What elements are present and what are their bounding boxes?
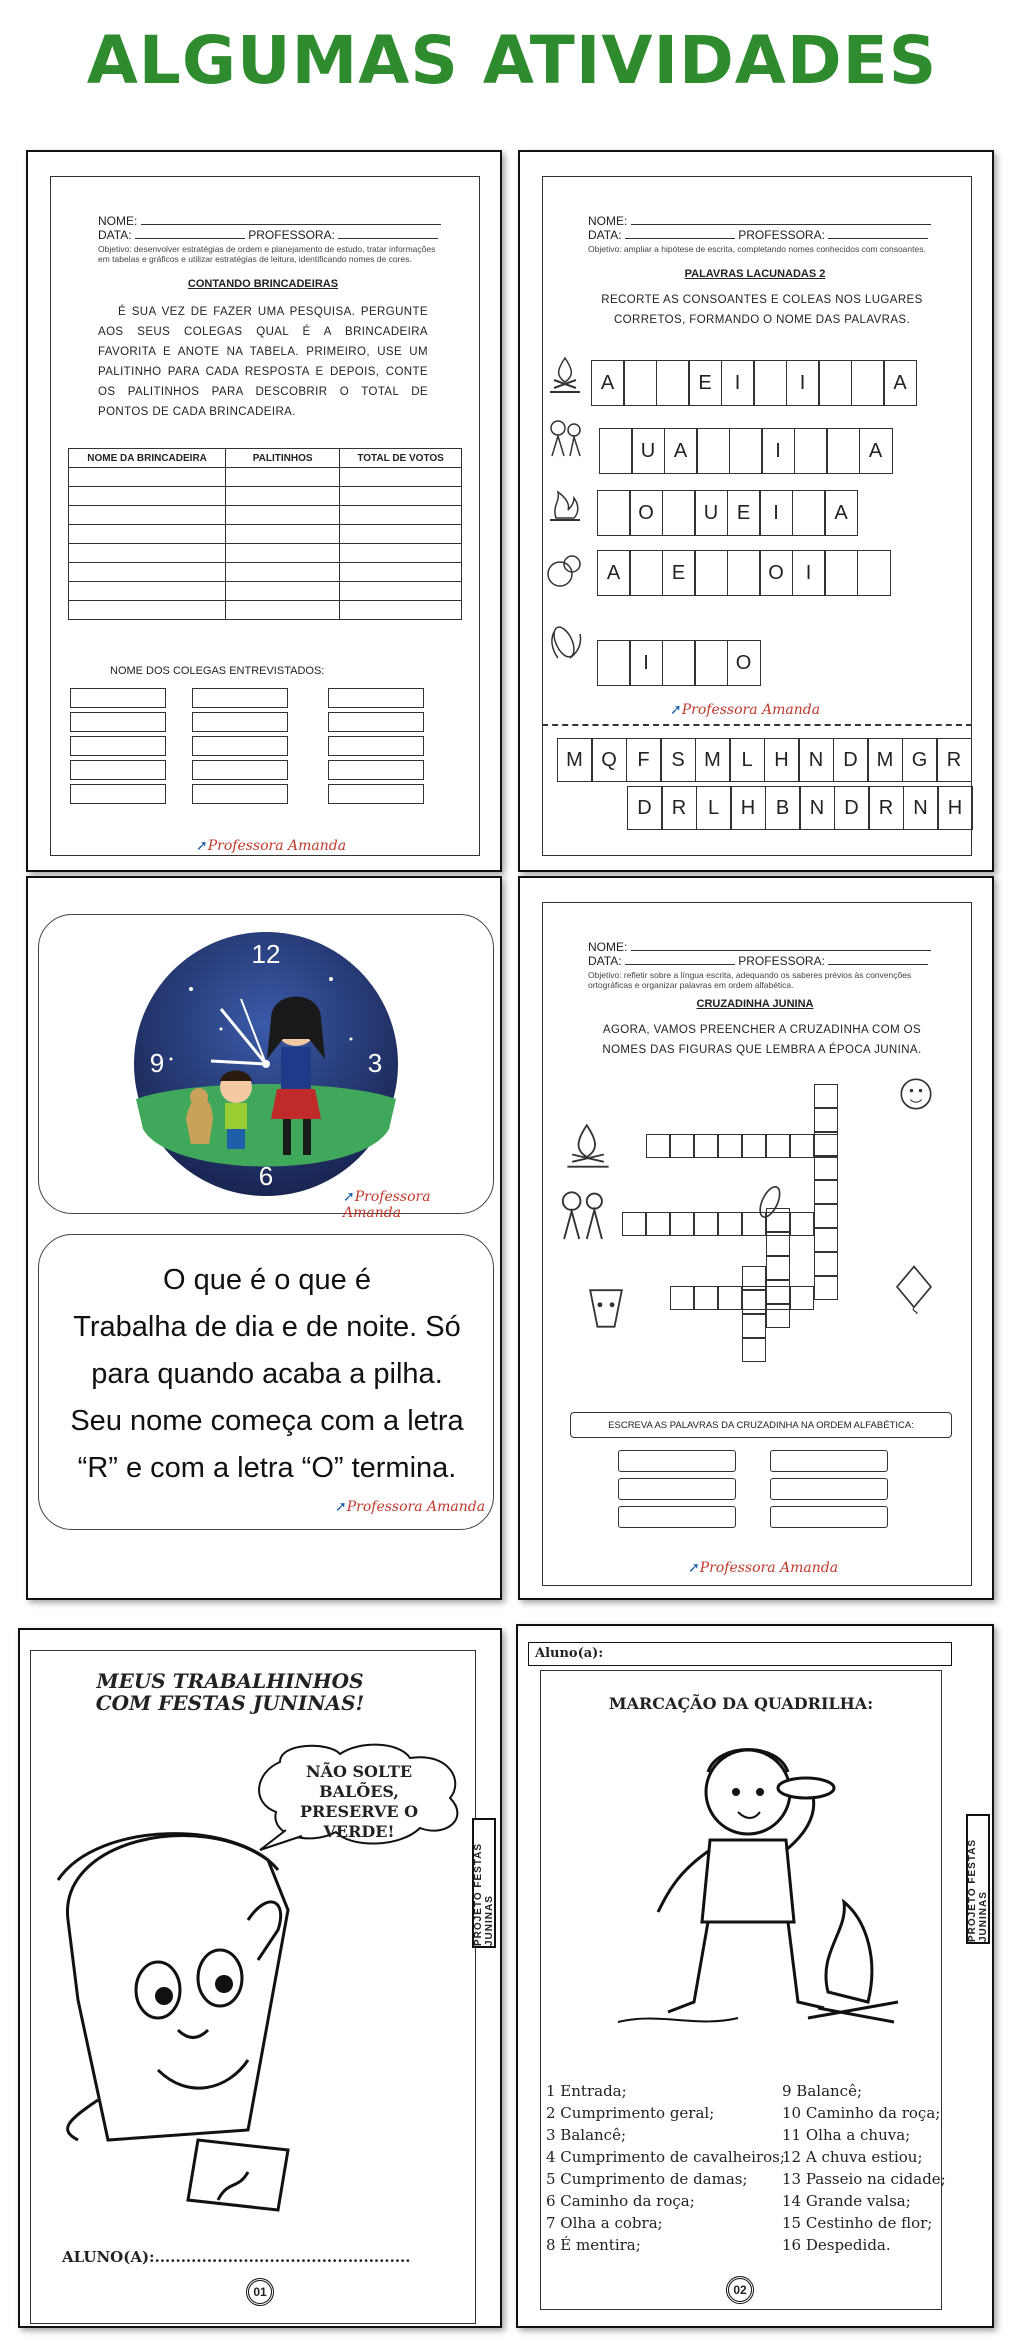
professora-label: PROFESSORA: bbox=[738, 228, 825, 242]
fire-icon bbox=[542, 480, 588, 526]
balloon-character-icon bbox=[578, 1278, 634, 1334]
crossword-cell[interactable] bbox=[814, 1156, 838, 1180]
data-label: DATA: bbox=[588, 954, 622, 968]
worksheet-heading: PALAVRAS LACUNADAS 2 bbox=[684, 268, 826, 280]
clock-number: 9 bbox=[149, 1048, 165, 1078]
consonants-row[interactable]: D R L H B N D R N H bbox=[628, 786, 973, 830]
objective-text: Objetivo: refletir sobre a língua escrita, adequando os saberes prévios às convenções ortográficas e organizar palavras em ordem alfabética. bbox=[588, 970, 912, 990]
crossword-cell[interactable] bbox=[790, 1212, 814, 1236]
bird-icon: ➚ bbox=[688, 1560, 700, 1576]
word-row: A E O I bbox=[598, 550, 891, 596]
answer-box[interactable] bbox=[770, 1478, 888, 1500]
names-box-column bbox=[70, 688, 166, 808]
table-row bbox=[69, 544, 462, 563]
answer-box[interactable] bbox=[618, 1478, 736, 1500]
crossword-cell[interactable] bbox=[790, 1134, 814, 1158]
data-label: DATA: bbox=[98, 228, 132, 242]
riddle-text: O que é o que é Trabalha de dia e de noite. Só para quando acaba a pilha. Seu nome começa com a letra “R” e com a letra “O” termina. bbox=[70, 1264, 464, 1484]
brand-watermark: ➚Professora Amanda bbox=[670, 702, 821, 718]
table-header: TOTAL DE VOTOS bbox=[340, 449, 462, 468]
page-number: 02 bbox=[726, 2276, 754, 2304]
crossword-cell[interactable] bbox=[814, 1134, 838, 1158]
worksheet-riddle bbox=[26, 876, 502, 1600]
table-row bbox=[69, 525, 462, 544]
crossword-cell[interactable] bbox=[718, 1134, 742, 1158]
crossword-cell[interactable] bbox=[622, 1212, 646, 1236]
dancers-icon bbox=[542, 416, 588, 462]
nome-label: NOME: bbox=[588, 214, 628, 228]
clock-icon bbox=[131, 929, 401, 1199]
crossword-cell[interactable] bbox=[814, 1108, 838, 1132]
balloon-character-drawing bbox=[38, 1800, 378, 2260]
bird-icon: ➚ bbox=[196, 838, 208, 854]
project-spine-label: PROJETO FESTAS JUNINAS bbox=[472, 1818, 496, 1948]
crossword-cell[interactable] bbox=[814, 1228, 838, 1252]
worksheet-heading: CONTANDO BRINCADEIRAS bbox=[187, 278, 339, 290]
kite-icon bbox=[888, 1262, 940, 1314]
worksheet-heading: CRUZADINHA JUNINA bbox=[696, 998, 814, 1010]
worksheet-heading: MARCAÇÃO DA QUADRILHA: bbox=[608, 1694, 874, 1713]
worksheet-palavras-lacunadas bbox=[518, 150, 994, 872]
objective-text: Objetivo: ampliar a hipótese de escrita, completando nomes conhecidos com consoantes. bbox=[588, 244, 926, 254]
page-title: ALGUMAS ATIVIDADES bbox=[86, 22, 938, 99]
worksheet-contando-brincadeiras bbox=[26, 150, 502, 872]
alphabetical-instructions: ESCREVA AS PALAVRAS DA CRUZADINHA NA ORDEM ALFABÉTICA: bbox=[570, 1412, 952, 1438]
bonfire-icon bbox=[542, 352, 588, 398]
crossword-cell[interactable] bbox=[814, 1180, 838, 1204]
crossword-cell[interactable] bbox=[694, 1286, 718, 1310]
answer-box[interactable] bbox=[618, 1450, 736, 1472]
word-row: U A I A bbox=[600, 428, 893, 474]
crossword-cell[interactable] bbox=[742, 1134, 766, 1158]
brand-watermark: ➚Professora Amanda bbox=[688, 1560, 839, 1576]
data-label: DATA: bbox=[588, 228, 622, 242]
table-row bbox=[69, 468, 462, 487]
answer-box[interactable] bbox=[618, 1506, 736, 1528]
dancers-icon bbox=[554, 1186, 612, 1244]
bird-icon: ➚ bbox=[670, 702, 682, 718]
answer-box[interactable] bbox=[770, 1506, 888, 1528]
cover-meus-trabalhinhos bbox=[18, 1628, 502, 2328]
crossword-cell[interactable] bbox=[766, 1134, 790, 1158]
crossword-cell[interactable] bbox=[646, 1134, 670, 1158]
names-box-column bbox=[192, 688, 288, 808]
crossword-cell[interactable] bbox=[814, 1252, 838, 1276]
crossword-cell[interactable] bbox=[718, 1286, 742, 1310]
crossword-cell[interactable] bbox=[766, 1280, 790, 1304]
word-row: O U E I A bbox=[598, 490, 858, 536]
page-number: 01 bbox=[246, 2278, 274, 2306]
crossword-cell[interactable] bbox=[742, 1314, 766, 1338]
corn-icon bbox=[542, 620, 588, 666]
table-header: NOME DA BRINCADEIRA bbox=[69, 449, 226, 468]
crossword-cell[interactable] bbox=[742, 1266, 766, 1290]
table-row bbox=[69, 582, 462, 601]
crossword-cell[interactable] bbox=[742, 1338, 766, 1362]
word-row: A E I I A bbox=[592, 360, 917, 406]
coconut-icon bbox=[542, 546, 588, 592]
crossword-cell[interactable] bbox=[646, 1212, 670, 1236]
table-header: PALITINHOS bbox=[226, 449, 340, 468]
professora-label: PROFESSORA: bbox=[248, 228, 335, 242]
project-spine-label: PROJETO FESTAS JUNINAS bbox=[966, 1814, 990, 1944]
riddle-card bbox=[38, 1234, 494, 1530]
aluno-label: ALUNO(A):................................................. bbox=[62, 2248, 411, 2266]
worksheet-marcacao-quadrilha bbox=[516, 1624, 994, 2328]
crossword-cell[interactable] bbox=[790, 1286, 814, 1310]
crossword-cell[interactable] bbox=[766, 1256, 790, 1280]
answer-box[interactable] bbox=[770, 1450, 888, 1472]
quadrilha-list-left: 1 Entrada; 2 Cumprimento geral; 3 Balancê; 4 Cumprimento de cavalheiros; 5 Cumprimento de damas; 6 Caminho da roça; 7 Olha a cobra; 8 É mentira; bbox=[546, 2082, 785, 2254]
names-label: NOME DOS COLEGAS ENTREVISTADOS: bbox=[110, 665, 325, 677]
crossword-cell[interactable] bbox=[814, 1204, 838, 1228]
clock-number: 6 bbox=[258, 1161, 274, 1191]
cut-line bbox=[542, 724, 972, 726]
professora-label: PROFESSORA: bbox=[738, 954, 825, 968]
crossword-cell[interactable] bbox=[694, 1134, 718, 1158]
sun-face-icon bbox=[890, 1068, 942, 1120]
brand-watermark: ➚Professora Amanda bbox=[343, 1189, 431, 1221]
names-box-column bbox=[328, 688, 424, 808]
clock-number: 12 bbox=[251, 939, 281, 969]
word-row: I O bbox=[598, 640, 761, 686]
crossword-cell[interactable] bbox=[814, 1084, 838, 1108]
table-row bbox=[69, 506, 462, 525]
crossword-cell[interactable] bbox=[670, 1134, 694, 1158]
objective-text: Objetivo: desenvolver estratégias de ordem e planejamento de estudo, tratar informações em tabelas e gráficos e utilizar estratégias de leitura, identificando nomes de cores. bbox=[98, 244, 436, 264]
nome-label: NOME: bbox=[98, 214, 138, 228]
crossword-cell[interactable] bbox=[814, 1276, 838, 1300]
brand-watermark: ➚Professora Amanda bbox=[335, 1499, 486, 1515]
consonants-row[interactable]: M Q F S M L H N D M G R bbox=[558, 738, 972, 782]
instructions-text: RECORTE AS CONSOANTES E COLEAS NOS LUGARES CORRETOS, FORMANDO O NOME DAS PALAVRAS. bbox=[601, 294, 923, 326]
aluno-field[interactable]: Aluno(a): bbox=[528, 1642, 952, 1666]
crossword-cell[interactable] bbox=[766, 1232, 790, 1256]
crossword-cell[interactable] bbox=[718, 1212, 742, 1236]
table-row bbox=[69, 601, 462, 620]
crossword-cell[interactable] bbox=[670, 1212, 694, 1236]
nome-label: NOME: bbox=[588, 940, 628, 954]
clock-number: 3 bbox=[367, 1048, 383, 1078]
bird-icon: ➚ bbox=[343, 1189, 355, 1205]
table-row bbox=[69, 563, 462, 582]
instructions-text: AGORA, VAMOS PREENCHER A CRUZADINHA COM OS NOMES DAS FIGURAS QUE LEMBRA A ÉPOCA JUNINA. bbox=[602, 1024, 922, 1056]
worksheet-cruzadinha bbox=[518, 876, 994, 1600]
speech-bubble-text: NÃO SOLTE BALÕES, PRESERVE O VERDE! bbox=[299, 1762, 419, 1841]
clock-card bbox=[38, 914, 494, 1221]
crossword-cell[interactable] bbox=[766, 1304, 790, 1328]
bonfire-icon bbox=[560, 1118, 616, 1174]
brand-watermark: ➚Professora Amanda bbox=[196, 838, 347, 854]
crossword-cell[interactable] bbox=[742, 1212, 766, 1236]
bird-icon: ➚ bbox=[335, 1499, 347, 1515]
table-row bbox=[69, 487, 462, 506]
crossword-cell[interactable] bbox=[766, 1208, 790, 1232]
crossword-cell[interactable] bbox=[670, 1286, 694, 1310]
crossword-cell[interactable] bbox=[742, 1290, 766, 1314]
crossword-cell[interactable] bbox=[694, 1212, 718, 1236]
quadrilha-list-right: 9 Balancê; 10 Caminho da roça; 11 Olha a chuva; 12 A chuva estiou; 13 Passeio na cidade; 14 Grande valsa; 15 Cestinho de flor; 16 Despedida. bbox=[782, 2082, 946, 2254]
instructions-text: É SUA VEZ DE FAZER UMA PESQUISA. PERGUNTE AOS SEUS COLEGAS QUAL É A BRINCADEIRA FAVORITA E ANOTE NA TABELA. PRIMEIRO, USE UM PALITINHO PARA CADA RESPOSTA E DEPOIS, CONTE OS PALITINHOS PARA DESCOBRIR O TOTAL DE PONTOS DE CADA BRINCADEIRA. bbox=[98, 306, 428, 418]
cover-title: MEUS TRABALHINHOS COM FESTAS JUNINAS! bbox=[95, 1669, 365, 1715]
boy-dancer-drawing bbox=[598, 1722, 918, 2052]
votes-table bbox=[68, 448, 462, 620]
